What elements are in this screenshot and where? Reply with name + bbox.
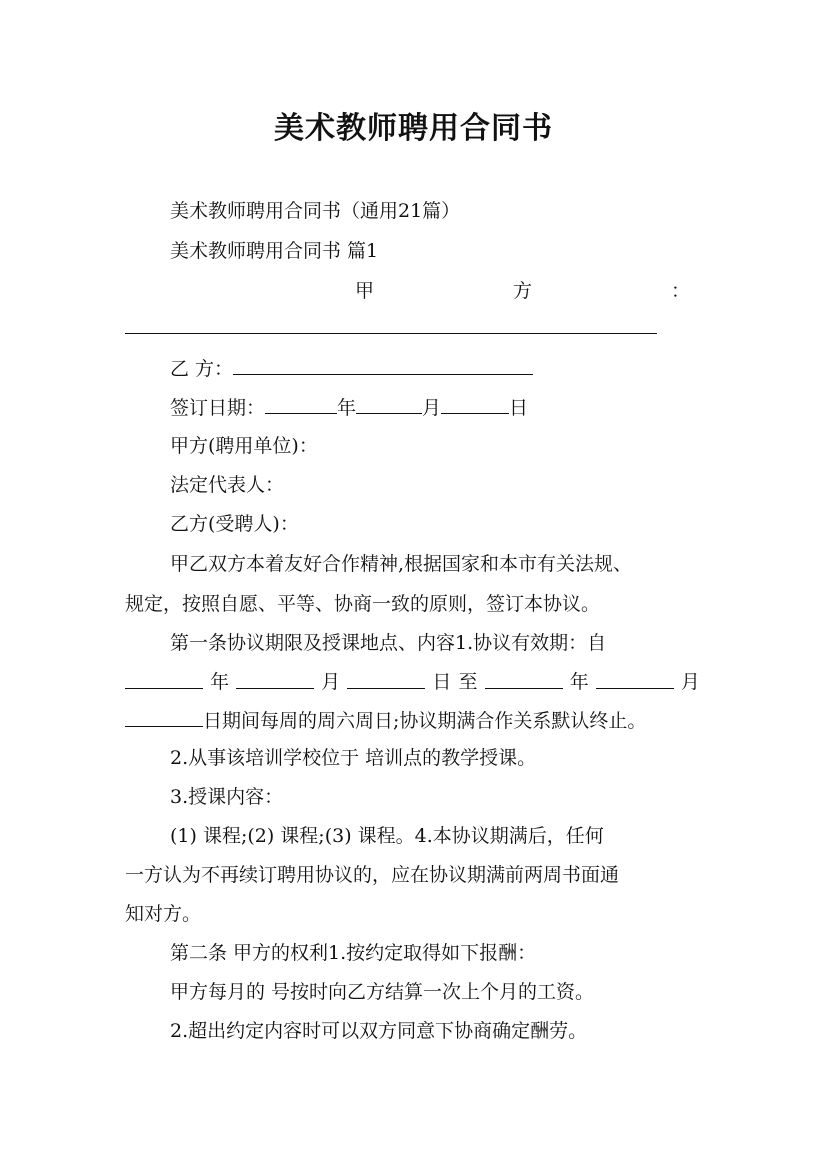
party-a-char: ：: [670, 280, 690, 302]
party-a-line: [355, 278, 690, 304]
intro-line: 规定，按照自愿、平等、协商一致的原则，签订本协议。: [125, 593, 601, 615]
party-a-char: 甲: [355, 280, 375, 302]
item-2-line: 2.从事该培训学校位于 培训点的教学授课。: [170, 747, 537, 769]
party-b-blank: [233, 355, 533, 375]
article-1-line: 第一条协议期限及授课地点、内容1.协议有效期：自: [170, 632, 607, 654]
term-dates-line: [125, 669, 700, 695]
term-token: 日: [432, 671, 452, 693]
article-2-line: 第二条 甲方的权利1.按约定取得如下报酬：: [170, 942, 537, 964]
subtitle: 美术教师聘用合同书（通用21篇）: [170, 200, 461, 222]
blank: [125, 669, 203, 689]
term-token: 月: [680, 671, 700, 693]
party-a-char: 方: [512, 280, 532, 302]
term-token: 至: [458, 671, 478, 693]
term-token: 年: [210, 671, 230, 693]
sign-date-label: 签订日期：: [170, 397, 266, 419]
blank: [596, 669, 674, 689]
day-label: 日: [509, 397, 529, 419]
intro-line: 甲乙双方本着友好合作精神,根据国家和本市有关法规、: [170, 553, 633, 575]
term-end-line: [125, 707, 705, 734]
blank: [485, 669, 563, 689]
term-end-text: 日期间每周的周六周日;协议期满合作关系默认终止。: [203, 710, 647, 732]
section-heading: 美术教师聘用合同书 篇1: [170, 240, 379, 262]
party-a-underline: [125, 333, 657, 334]
employee-line: 乙方(受聘人)：: [170, 513, 299, 535]
party-b-label: 乙 方：: [170, 358, 234, 380]
pay-line: 甲方每月的 号按时向乙方结算一次上个月的工资。: [170, 981, 595, 1003]
year-label: 年: [337, 397, 357, 419]
courses-line: 一方认为不再续订聘用协议的，应在协议期满前两周书面通: [125, 864, 620, 886]
month-blank: [356, 394, 422, 414]
sign-date-line: [170, 394, 750, 421]
courses-line: (1) 课程;(2) 课程;(3) 课程。4.本协议期满后，任何: [170, 825, 604, 847]
item-3-line: 3.授课内容：: [170, 786, 284, 808]
month-label: 月: [422, 397, 442, 419]
term-token: 年: [569, 671, 589, 693]
day-blank: [441, 394, 509, 414]
blank: [347, 669, 425, 689]
courses-line: 知对方。: [125, 903, 202, 925]
term-token: 月: [321, 671, 341, 693]
year-blank: [265, 394, 337, 414]
party-b-line: [170, 355, 750, 382]
blank: [236, 669, 314, 689]
employer-line: 甲方(聘用单位)：: [170, 435, 318, 457]
document-title: 美术教师聘用合同书: [274, 111, 553, 146]
legal-rep-line: 法定代表人：: [170, 474, 285, 496]
extra-pay-line: 2.超出约定内容时可以双方同意下协商确定酬劳。: [170, 1020, 588, 1042]
blank: [125, 707, 203, 727]
